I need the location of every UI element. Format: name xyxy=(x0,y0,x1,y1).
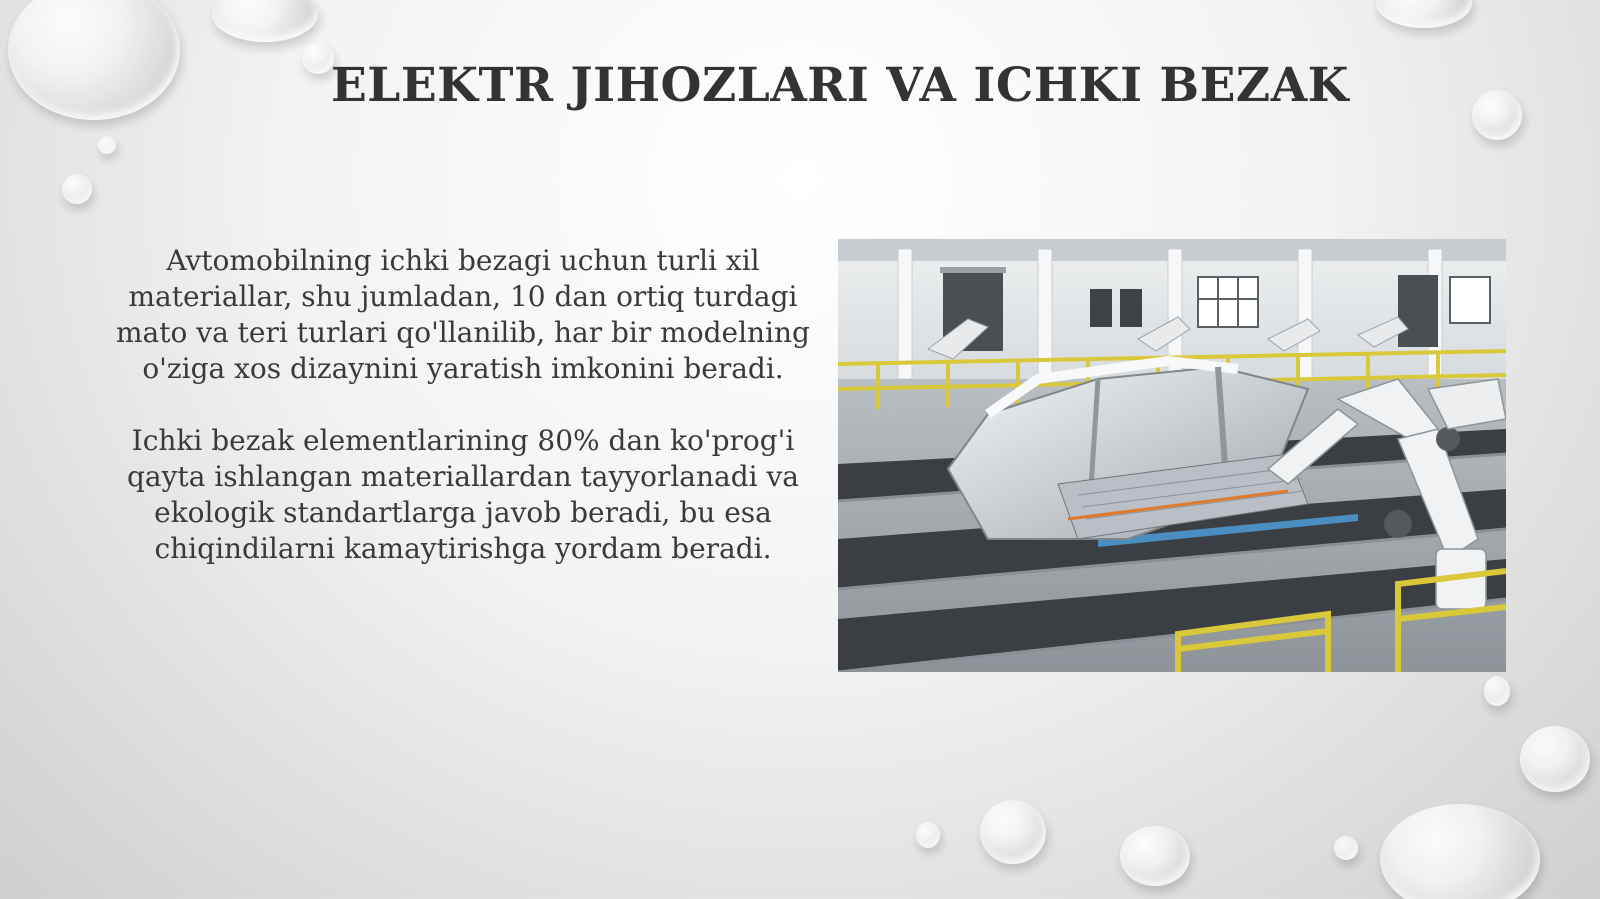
water-drop-decoration xyxy=(62,174,92,204)
water-drop-decoration xyxy=(1472,90,1522,140)
water-drop-decoration xyxy=(98,136,116,154)
water-drop-decoration xyxy=(1484,676,1510,706)
paragraph-recycled-materials: Ichki bezak elementlarining 80% dan ko'prog'i qayta ishlangan materiallardan tayyorlanadi va ekologik standartlarga javob beradi, bu esa chiqindilarni kamaytirishga yordam beradi. xyxy=(127,424,799,565)
body-text xyxy=(108,243,818,603)
water-drop-decoration xyxy=(1380,804,1540,899)
water-drop-decoration xyxy=(212,0,318,42)
water-drop-decoration xyxy=(8,0,180,120)
water-drop-decoration xyxy=(1334,836,1358,860)
water-drop-decoration xyxy=(1520,726,1590,792)
water-drop-decoration xyxy=(916,822,940,848)
paragraph-interior-materials: Avtomobilning ichki bezagi uchun turli xil materiallar, shu jumladan, 10 dan ortiq turdagi mato va teri turlari qo'llanilib, har bir modelning o'ziga xos dizaynini yaratish imkonini beradi. xyxy=(116,244,810,385)
water-drop-decoration xyxy=(1376,0,1472,28)
water-drop-decoration xyxy=(1120,826,1190,886)
factory-assembly-line-image xyxy=(838,239,1506,672)
slide-title: ELEKTR JIHOZLARI VA ICHKI BEZAK xyxy=(330,58,1350,113)
water-drop-decoration xyxy=(980,800,1046,864)
